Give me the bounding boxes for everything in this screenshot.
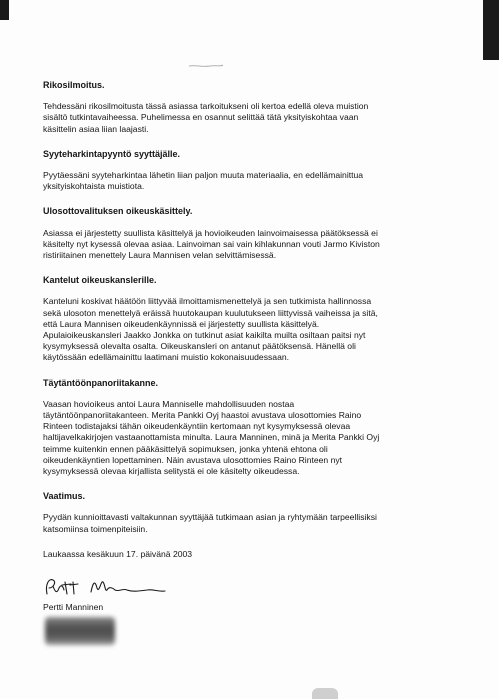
section-heading: Täytäntöönpanoriitakanne. (43, 377, 159, 388)
text-line: haltijavelkakirjojen vastaanottamista minulta. Laura Manninen, minä ja Merita Pankki Oyj (43, 432, 380, 443)
section-heading: Syyteharkintapyyntö syyttäjälle. (43, 148, 181, 159)
text-line: käsitelty nyt kysessä olevaa asiaa. Lainvoiman sai vain kihlakunnan vouti Jarmo Kiviston (43, 238, 380, 249)
section-heading: Ulosottovalituksen oikeuskäsittely. (43, 206, 193, 217)
redacted-address-block (45, 617, 115, 645)
text-line: yksityiskohtaista muistiota. (43, 181, 145, 192)
text-line: Rinteen todistajaksi tähän oikeudenkäyntiin kertomaan nyt kysymyksessä olevaa (43, 421, 351, 432)
text-line: käytössään edellämainittu laatimani muistio kokonaisuudessaan. (43, 352, 290, 363)
text-line: Vaasan hovioikeus antoi Laura Manniselle mahdollisuuden nostaa (43, 398, 295, 409)
handwritten-signature (43, 574, 173, 600)
section-paragraph (43, 399, 463, 477)
place-and-date: Laukaassa kesäkuun 17. päivänä 2003 (43, 548, 193, 559)
scan-edge-mark (312, 688, 338, 699)
text-line: käsittelin asiaa liian laajasti. (43, 123, 149, 134)
section-heading: Rikosilmoitus. (43, 80, 105, 90)
letter-body (43, 80, 463, 645)
text-line: että Laura Mannisen oikeudenkäynnissä ei järjestetty suullista käsittelyä. (43, 318, 320, 329)
scan-edge-mark (0, 0, 9, 20)
text-line: oikeudenkäyntien lopettaminen. Näin avustava ulosottomies Raino Rinteen nyt (43, 454, 343, 465)
text-line: sisältö tutkintavaiheessa. Puhelimessa en osannut selittää tätä yksityiskohtaa vaan (43, 112, 359, 123)
section-paragraph (43, 101, 463, 135)
text-line: kysymyksessä olevaa kirjallista selitystä ei ole käsitelty oikeudessa. (43, 466, 300, 477)
pen-mark (188, 64, 224, 68)
section-paragraph (43, 512, 463, 534)
text-line: Pyytäessäni syyteharkintaa lähetin liian paljon muuta materiaalia, en edellämainittua (43, 170, 364, 181)
section-paragraph (43, 296, 463, 363)
text-line: täytäntöönpanoriitakanteen. Merita Pankki Oyj haastoi avustava ulosottomies Raino (43, 410, 362, 421)
section-heading: Vaatimus. (43, 491, 86, 502)
section-heading: Kantelut oikeuskanslerille. (43, 275, 157, 286)
text-line: Apulaioikeuskansleri Jaakko Jonkka on tutkinut asiat kaikilta muilta osiltaan paitsi nyt (43, 330, 366, 341)
scan-edge-mark (483, 0, 499, 60)
text-line: ristiriitainen menettely Laura Mannisen velan selvittämisessä. (43, 250, 277, 261)
text-line: Kanteluni koskivat häätöön liittyvää ilmoittamismenettelyä ja sen tutkimista hallinnossa (43, 296, 372, 307)
section-paragraph (43, 228, 463, 262)
text-line: Asiassa ei järjestetty suullista käsittelyä ja hovioikeuden lainvoimaisessa päätöksessä ei (43, 227, 378, 238)
text-line: katsomiinsa toimenpiteisiin. (43, 523, 148, 534)
text-line: Pyydän kunnioittavasti valtakunnan syyttäjää tutkimaan asian ja ryhtymään tarpeellisiksi (43, 512, 377, 523)
text-line: Tehdessäni rikosilmoitusta tässä asiassa tarkoitukseni oli kertoa edellä oleva muistion (43, 101, 369, 112)
section-paragraph (43, 170, 463, 192)
text-line: teimme kuitenkin ennen pääkäsittelyä sopimuksen, jonka yhtenä ehtona oli (43, 443, 328, 454)
signer-name: Pertti Manninen (43, 602, 104, 613)
text-line: sekä ulosoton menettelyä eräissä huutokaupan kuulutukseen liittyvissä vaiheissa ja sitä, (43, 307, 378, 318)
text-line: kysymyksessä olevalta osalta. Oikeuskansleri on antanut päätöksensä. Hänellä oli (43, 341, 356, 352)
